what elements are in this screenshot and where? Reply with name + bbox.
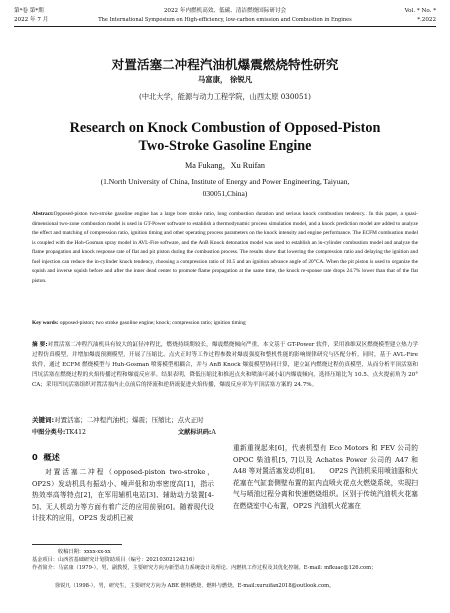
section-title: 概述	[43, 452, 60, 462]
clc-label: 中图分类号:	[32, 429, 66, 436]
en-keywords	[32, 319, 418, 328]
en-title-line-2: Two-Stroke Gasoline Engine	[138, 138, 312, 154]
document-code	[178, 428, 216, 437]
cn-abstract-text: 对置活塞二冲程汽油机具有较大的缸径冲程比，燃烧持续期较长，爆震燃烧倾向严重。本文基于 GT-Power 软件，采用准维双区燃烧模型建立热力学过程仿真模型，并增加爆震预测模型，开展了压缩比、点火正时等工作过程参数对爆震强度和整机性能的影响规律研究与匹配分析。同时，基于 AVL-Fire 软件，通过 ECFM 燃烧模型与 Huh-Gosman 喷雾模型相耦合，并与 AnB Knock 爆震模型协同计算，建立缸内燃烧过程仿真模型，从而分析平顶活塞和凹坑活塞在燃烧过程的火焰传播过程和爆震反应率。结果表明，降低压缩比和推迟点火和喷油可减小缸内爆震倾向，选择压缩比为 10.5、点火提前角为 20° CA；采用凹坑活塞组织对置活塞内止点前后的挤流和逆挤流促进火焰传播，爆震反应率为平顶活塞方案的 24.7%。	[32, 342, 418, 389]
section-number: 0	[32, 452, 38, 462]
footnote-divider	[32, 544, 122, 545]
cn-authors: 马富康， 徐锐凡	[197, 75, 253, 84]
footnote-author-1: 作者简介：马富康（1979-），男，副教授，主要研究方向为新型动力系统设计及理论、内燃机工作过程及其优化控制。E-mail: mfkuac@126.com；	[32, 565, 377, 571]
en-affiliation-line-1: (1.North University of China, Institute of Energy and Power Engineering, Taiyuan,	[100, 177, 350, 186]
symposium-name-en: The International Symposium on High-efficiency, low-carbon emission and Combustion in Engines	[98, 17, 352, 23]
journal-year: *.2022	[417, 17, 436, 23]
journal-date: 2022 年 7 月	[14, 17, 49, 23]
journal-volume-issue: 第*卷 第*期	[14, 8, 44, 14]
en-abstract-label: Abstract:	[32, 211, 54, 217]
cn-keywords-text: 对置活塞；二冲程汽油机；爆震；压缩比；点火正时	[54, 416, 204, 424]
cn-abstract	[32, 340, 418, 390]
en-keywords-label: Key words:	[32, 320, 59, 326]
symposium-name-cn: 2022 年内燃机高效、低碳、清洁燃烧国际研讨会	[163, 8, 287, 14]
header-divider	[14, 26, 436, 27]
doc-code-label: 文献标识码:	[178, 429, 212, 436]
cn-abstract-label: 摘 要:	[32, 342, 48, 348]
clc-number	[32, 428, 86, 437]
en-abstract	[32, 210, 418, 286]
doc-code-value: A	[211, 429, 216, 436]
footnote-fund: 基金项目：山西省基础研究计划资助项目（编号：20210302124216）	[32, 557, 198, 563]
cn-keywords-label: 关键词:	[32, 416, 55, 424]
en-authors: Ma Fukang，Xu Ruifan	[184, 161, 266, 170]
cn-affiliation: (中北大学，能源与动力工程学院，山西太原 030051)	[139, 92, 311, 101]
body-right-column: 重新重视起来[6]，代表机型有 Eco Motors 和 FEV 公司的 OPOC 柴油机[5, 7]以及 Achates Power 公司的 A47 和 A48 等对置活塞发动机[8]。 OP2S 汽油机采用喷油器和火花塞在气缸套侧壁布置的缸内直喷火花点火燃烧系统，实现扫气与喷油过程分离和快速燃烧组织。区别于传统汽油机火花塞在燃烧室中心布置，OP2S 汽油机火花塞在	[233, 444, 418, 510]
cn-title: 对置活塞二冲程汽油机爆震燃烧特性研究	[111, 57, 339, 72]
en-affiliation-line-2: 030051,China)	[202, 189, 248, 198]
clc-value: TK412	[65, 429, 86, 436]
cn-keywords	[32, 415, 418, 425]
journal-vol-no: Vol. * No. *	[404, 8, 436, 14]
en-keywords-text: opposed-piston; two stroke gasoline engine; knock; compression ratio; ignition timing	[59, 320, 246, 326]
en-abstract-text: Opposed-piston two-stroke gasoline engine has a large bore stroke ratio, long combustion duration and serious knock combustion tendency.. In this paper, a quasi-dimensional two-zone combustion model is used in GT-Power software to establish a thermodynamic process simulation model, and a knock prediction model are added to analyze the effect and matching of compression ratio, ignition timing and other operating process parameters on the knock intensity and engine performance. The ECFM combustion model is coupled with the Hoh-Gosman spray model in AVL-Fire software, and the AnB Knock detonation model was used to establish an in-cylinder combustion model and analyze the flame propagation and knock response rate of flat and pit piston during the combustion process. The results show that lowering the compression ratio and delaying the ignition and fuel injection can reduce the in-cylinder knock tendency, choosing a compression ratio of 10.5 and an ignition advance angle of 20°CA. When the pit piston is used to organize the squish and inverse squish before and after the inner dead center to promote flame propagation at the same time, the knock re-sponse rate drops 24.7% lower than that of the flat piston.	[32, 211, 418, 284]
footnote-received: 收稿日期：xxxx-xx-xx	[58, 549, 111, 555]
footnote-author-2: 徐锐凡（1998-），男，研究生，主要研究方向为 ABE 燃料燃烧、燃料与燃烧。E-mail:xuruifan2018@outlook.com。	[55, 583, 335, 589]
section-heading	[32, 452, 60, 463]
en-title-line-1: Research on Knock Combustion of Opposed-Piston	[69, 120, 381, 136]
body-left-column: 对置活塞二冲程（opposed-piston two-stroke，OP2S）发动机具有振动小、噪声低和功率密度高[1]，指示热效率高等特点[2]，在军用辅机电站[3]、辅助动力装置[4-5]、无人机动力等方面有着广泛的应用前景[6]。随着现代设计技术的应用，OP2S 发动机已被	[32, 468, 214, 523]
